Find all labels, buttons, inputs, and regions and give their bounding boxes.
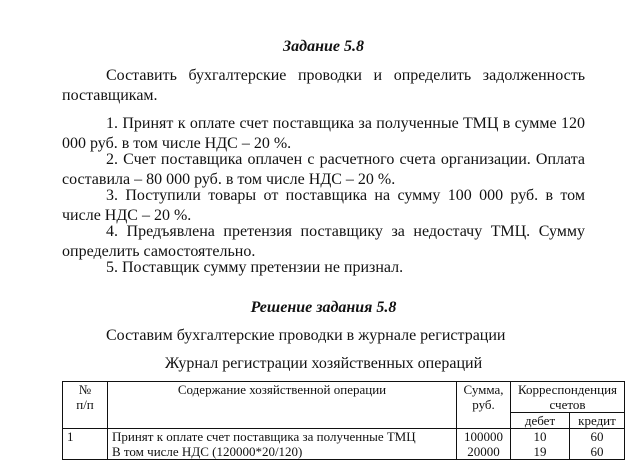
task-item-5: 5. Поставщик сумму претензии не признал. (106, 259, 404, 276)
header-num: № п/п (63, 382, 108, 429)
task-item-4: 4. Предъявлена претензия поставщику за недостачу ТМЦ. Сумму определить самостоятельно. (62, 223, 585, 260)
table-row (63, 429, 625, 460)
row-sum: 100000 20000 (457, 429, 511, 460)
journal-title: Журнал регистрации хозяйственных операций (164, 355, 483, 372)
task-item-2: 2. Счет поставщика оплачен с расчетного счета организации. Оплата составила – 80 000 руб. в том числе НДС – 20 %. (62, 151, 585, 188)
row-num: 1 (63, 429, 108, 460)
header-credit: кредит (570, 413, 625, 429)
task-item-3: 3. Поступили товары от поставщика на сумму 100 000 руб. в том числе НДС – 20 %. (62, 187, 585, 224)
solution-title: Решение задания 5.8 (250, 299, 397, 316)
header-debit: дебет (511, 413, 570, 429)
row-content: Принят к оплате счет поставщика за полученные ТМЦ В том числе НДС (120000*20/120) (108, 429, 457, 460)
row-debit: 10 19 (511, 429, 570, 460)
table-header-row (63, 382, 625, 413)
journal-table (62, 381, 625, 460)
header-correspondence: Корреспонденция счетов (511, 382, 625, 413)
task-title: Задание 5.8 (283, 38, 364, 55)
header-sum: Сумма, руб. (457, 382, 511, 429)
row-credit: 60 60 (570, 429, 625, 460)
header-content: Содержание хозяйственной операции (108, 382, 457, 429)
task-item-1: 1. Принят к оплате счет поставщика за полученные ТМЦ в сумме 120 000 руб. в том числе НДС – 20 %. (62, 115, 585, 152)
task-intro: Составить бухгалтерские проводки и определить задолженность поставщикам. (62, 67, 585, 104)
solution-intro: Составим бухгалтерские проводки в журнале регистрации (106, 327, 506, 344)
